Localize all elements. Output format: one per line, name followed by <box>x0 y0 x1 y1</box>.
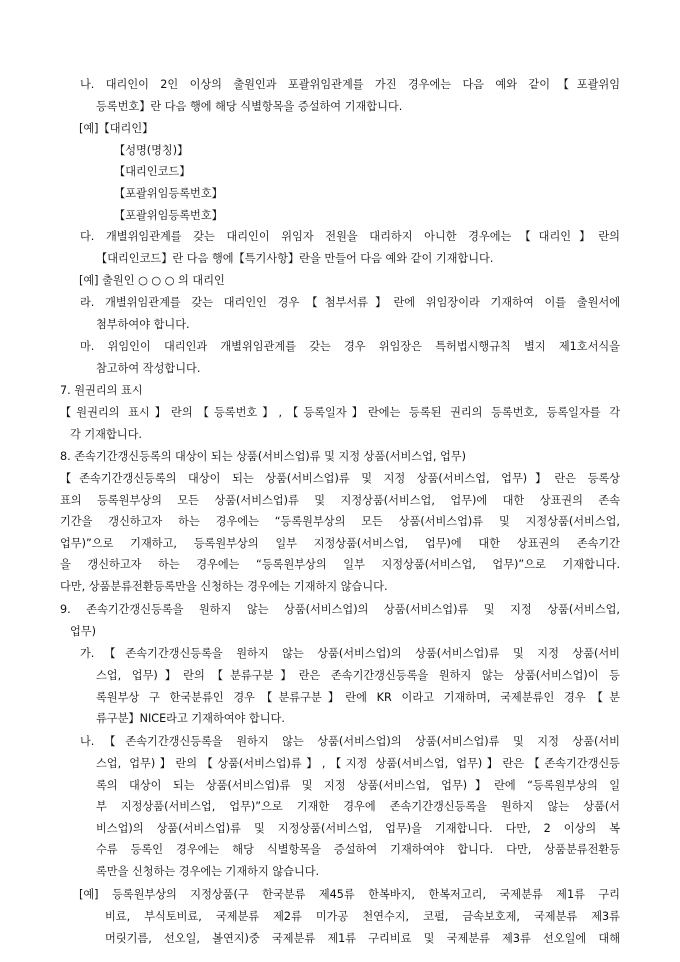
example1-registration-field-2: 【포괄위임등록번호】 <box>114 209 223 222</box>
example1-name-field: 【성명(명칭)】 <box>114 144 189 157</box>
example1-label: [예]【대리인】 <box>79 122 154 135</box>
ra-item-line1: 라. 개별위임관계를 갖는 대리인인 경우【첨부서류】란에 위임장이라 기재하여 이를 출원서에 <box>80 296 620 309</box>
section9-heading-cont: 업무) <box>70 625 96 638</box>
na-item-line1: 나. 대리인이 2인 이상의 출원인과 포괄위임관계를 가진 경우에는 다음 예와 같이【포괄위임 <box>80 78 620 91</box>
section9-na-line1: 나.【존속기간갱신등록을 원하지 않는 상품(서비스업)의 상품(서비스업)류 및 지정 상품(서비 <box>80 735 620 748</box>
section8-body: 【존속기간갱신등록의 대상이 되는 상품(서비스업)류 및 지정 상품(서비스업, 업무)】란은 등록상 표의 등록원부상의 모든 상품(서비스업)류 및 지정상품(서비스업, 업무)에 대한 상표권의 존속 기간을 갱신하고자 하는 경우에는 “등록원부상의 모든 상품(서비스업)류 및 지정상품(서비스업, 업무)”으로 기재하고, 등록원부상의 일부 지정상품(서비스업, 업무)에 대한 상표권의 존속기간 을 갱신하고자 하는 경우에는 “등록원부상의 일부 지정상품(서비스업, 업무)”으로 기재합니다. 다만, 상품분류전환등록만을 신청하는 경우에는 기재하지 않습니다. <box>60 472 620 593</box>
ma-item-line2: 참고하여 작성합니다. <box>96 362 201 375</box>
section9-na-body: 스업, 업무)】란의【상품(서비스업)류】,【지정 상품(서비스업, 업무)】란은【존속기간갱신등 록의 대상이 되는 상품(서비스업)류 및 지정 상품(서비스업, 업무)】란에 “등록원부상의 일 부 지정상품(서비스업, 업무)”으로 기재한 경우에 존속기간갱신등록을 원하지 않는 상품(서 비스업)의 상품(서비스업)류 및 지정상품(서비스업, 업무)을 기재합니다. 다만, 2 이상의 복 수류 등록인 경우에는 해당 식별항목을 증설하여 기재하여야 합니다. 다만, 상품분류전환등 록만을 신청하는 경우에는 기재하지 않습니다. <box>96 757 620 878</box>
na-item-line2: 등록번호】란 다음 행에 해당 식별항목을 증설하여 기재합니다. <box>96 100 403 113</box>
section9-ga-body: 스업, 업무)】란의【분류구분】란은 존속기간갱신등록을 원하지 않는 상품(서비스업)이 등 록원부상 구 한국분류인 경우【분류구분】란에 KR 이라고 기재하며, 국제분류인 경우【분 류구분】NICE라고 기재하여야 합니다. <box>96 669 620 725</box>
section9-example-body: 비료, 부식토비료, 국제분류 제2류 미가공 천연수지, 코펄, 금속보호제, 국제분류 제3류 머릿기름, 선오일, 볼연지)중 국제분류 제1류 구리비료 및 국제분류 제3류 선오일에 대해 <box>105 910 620 945</box>
section7-line1: 【원권리의 표시】란의【등록번호】,【등록일자】란에는 등록된 권리의 등록번호, 등록일자를 각 <box>60 406 620 419</box>
ma-item-line1: 마. 위임인이 대리인과 개별위임관계를 갖는 경우 위임장은 특허법시행규칙 별지 제1호서식을 <box>80 340 620 353</box>
section9-ga-line1: 가.【존속기간갱신등록을 원하지 않는 상품(서비스업)의 상품(서비스업)류 및 지정 상품(서비 <box>80 647 620 660</box>
example1-agent-code-field: 【대리인코드】 <box>114 165 191 178</box>
section7-heading: 7. 원권리의 표시 <box>60 384 143 397</box>
section9-example-line1: [예] 등록원부상의 지정상품(구 한국분류 제45류 한복바지, 한복저고리, 국제분류 제1류 구리 <box>79 888 620 901</box>
da-item-line2: 【대리인코드】란 다음 행에【특기사항】란을 만들어 다음 예와 같이 기재합니다. <box>96 252 494 265</box>
section9-heading: 9. 존속기간갱신등록을 원하지 않는 상품(서비스업)의 상품(서비스업)류 및 지정 상품(서비스업, <box>60 603 620 616</box>
da-item-line1: 다. 개별위임관계를 갖는 대리인이 위임자 전원을 대리하지 아니한 경우에는【대리인】란의 <box>80 230 620 243</box>
section8-heading: 8. 존속기간갱신등록의 대상이 되는 상품(서비스업)류 및 지정 상품(서비스업, 업무) <box>60 450 466 463</box>
example2: [예] 출원인 ○ ○ ○ 의 대리인 <box>79 274 225 287</box>
example1-registration-field: 【포괄위임등록번호】 <box>114 187 223 200</box>
ra-item-line2: 첨부하여야 합니다. <box>96 318 190 331</box>
section7-line2: 각 기재합니다. <box>70 428 142 441</box>
